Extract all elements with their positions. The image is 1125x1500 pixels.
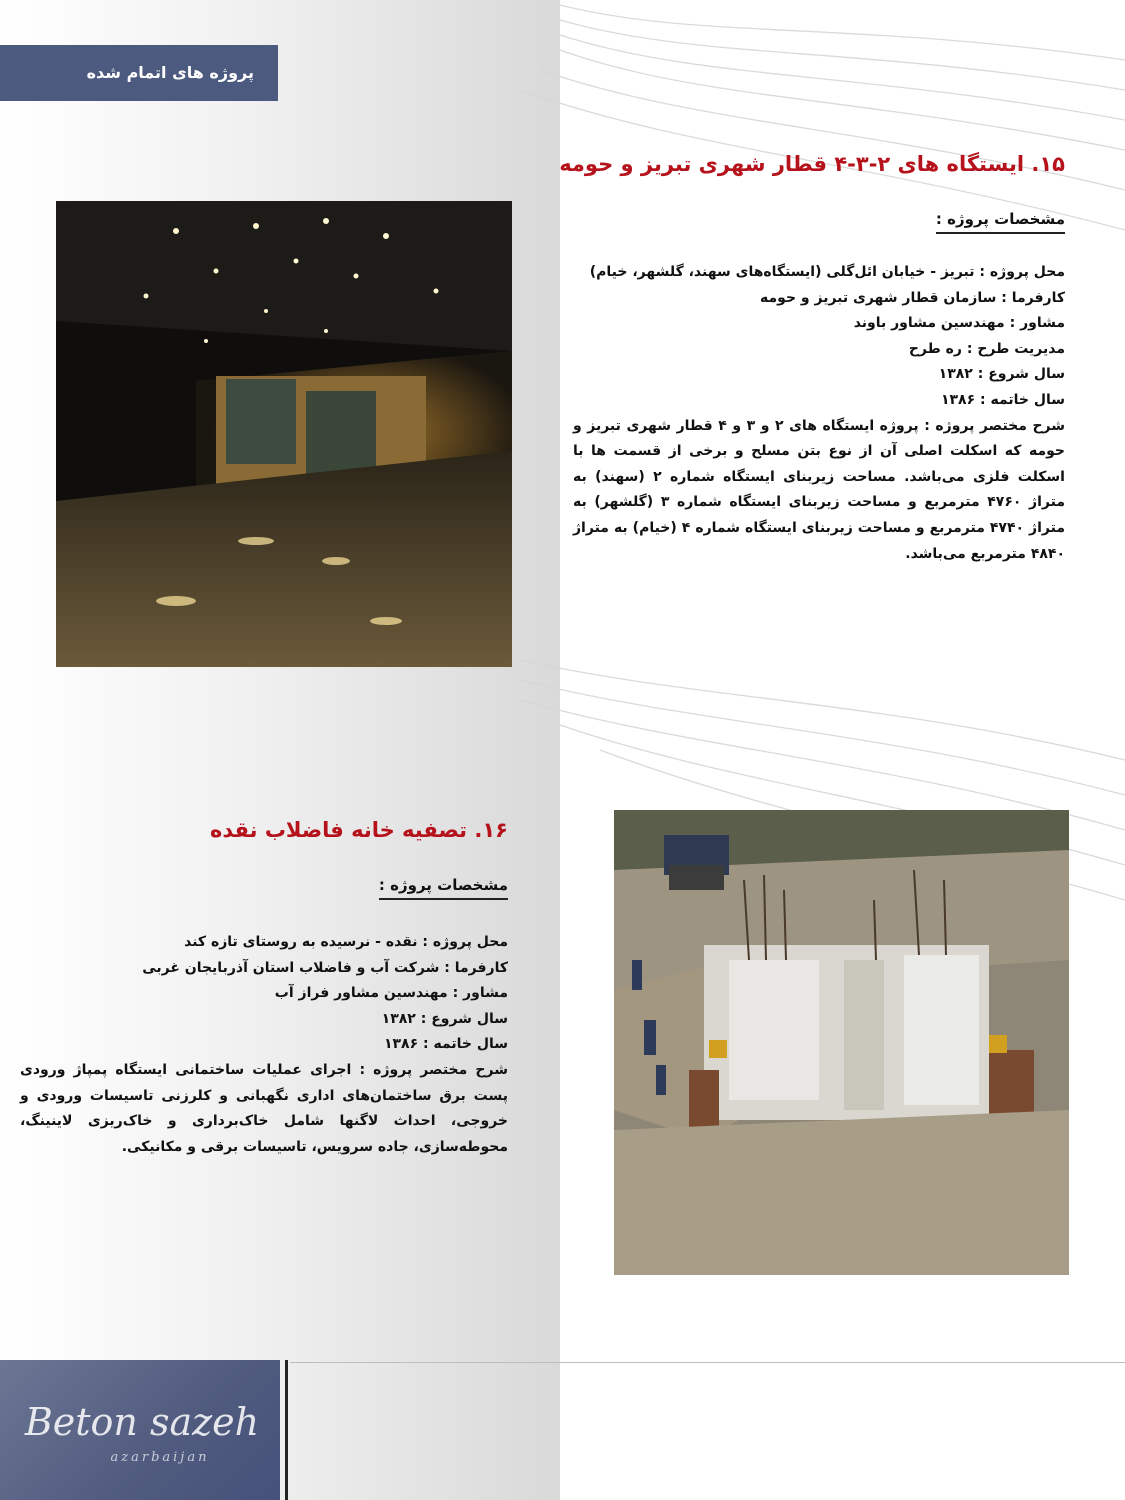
project-16-start-year: سال شروع : ۱۳۸۲ (381, 1010, 508, 1027)
footer-divider (285, 1360, 288, 1500)
project-15-details (573, 260, 1065, 567)
project-15-location: محل پروژه : تبریز - خیابان ائل‌گلی (ایستگاه‌های سهند، گلشهر، خیام) (589, 264, 1065, 280)
project-15-start-year: سال شروع : ۱۳۸۲ (938, 366, 1065, 383)
project-15-title: ۱۵. ایستگاه های ۲-۳-۴ قطار شهری تبریز و حومه (559, 152, 1065, 176)
section-header-tab: پروژه های اتمام شده (0, 45, 278, 101)
project-15-consultant: مشاور : مهندسین مشاور باوند (853, 315, 1065, 332)
project-16-details (20, 930, 508, 1160)
project-15-spec-heading: مشخصات پروژه : (936, 210, 1065, 234)
company-logo-text: Beton sazeh (24, 1400, 260, 1444)
project-16-consultant: مشاور : مهندسین مشاور فراز آب (274, 985, 508, 1002)
project-16-employer: کارفرما : شرکت آب و فاضلاب استان آذربایجان غربی (142, 959, 508, 976)
project-15-end-year: سال خاتمه : ۱۳۸۶ (940, 391, 1065, 408)
project-16-end-year: سال خاتمه : ۱۳۸۶ (383, 1036, 508, 1053)
project-16-construction-photo (614, 810, 1069, 1275)
project-15-station-photo (56, 201, 512, 667)
footer-rule (290, 1362, 1125, 1363)
project-15-management: مدیریت طرح : ره طرح (908, 340, 1065, 357)
project-16-title: ۱۶. تصفیه خانه فاضلاب نقده (209, 818, 508, 842)
project-16-spec-heading: مشخصات پروژه : (379, 876, 508, 900)
company-logo-subtext: azarbaijan (110, 1450, 210, 1465)
project-15-employer: کارفرما : سازمان قطار شهری تبریز و حومه (760, 289, 1065, 306)
project-16-description: شرح مختصر پروژه : اجرای عملیات ساختمانی ایستگاه پمپاژ ورودی پست برق ساختمان‌های اداری نگهبانی و کلرزنی تاسیسات ورودی و خروجی، احداث لاگنها شامل خاک‌برداری و خاک‌ریزی لاینینگ، محوطه‌سازی، جاده سرویس، تاسیسات برقی و مکانیکی. (20, 1061, 508, 1155)
project-15-description: شرح مختصر پروژه : پروژه ایستگاه های ۲ و ۳ و ۴ قطار شهری تبریز و حومه که اسکلت اصلی آن از نوع بتن مسلح و برخی از قسمت ها با اسکلت فلزی می‌باشد. مساحت زیربنای ایستگاه شماره ۲ (سهند) به متراژ ۴۷۶۰ مترمربع و مساحت زیربنای ایستگاه شماره ۳ (گلشهر) به متراژ ۴۷۴۰ مترمربع و مساحت زیربنای ایستگاه شماره ۴ (خیام) به متراژ ۴۸۴۰ مترمربع می‌باشد. (573, 417, 1066, 562)
project-16-location: محل پروژه : نقده - نرسیده به روستای تازه کند (184, 934, 508, 950)
